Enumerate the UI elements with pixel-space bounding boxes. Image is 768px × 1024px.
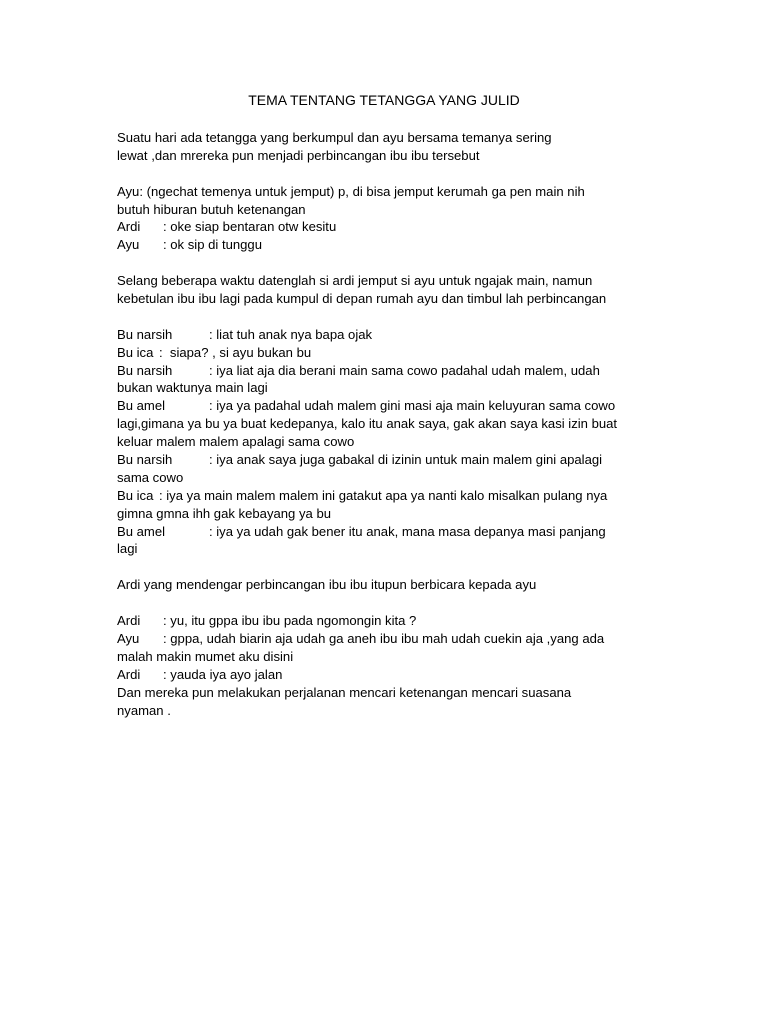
dialogue-line	[117, 183, 657, 201]
dialogue-text: : gppa, udah biarin aja udah ga aneh ibu ibu mah udah cuekin aja ,yang ada	[163, 630, 605, 646]
intro-line: Suatu hari ada tetangga yang berkumpul dan ayu bersama temanya sering	[117, 130, 552, 145]
dialogue-text: malah makin mumet aku disini	[117, 648, 294, 664]
dialogue-line	[117, 201, 657, 219]
speaker-name: Bu ica	[117, 487, 154, 503]
dialogue-text: : liat tuh anak nya bapa ojak	[209, 326, 373, 342]
dialogue-line	[117, 666, 657, 684]
dialogue-text: : siapa? , si ayu bukan bu	[159, 344, 312, 360]
dialogue-line	[117, 397, 657, 415]
dialogue-line	[117, 523, 657, 541]
speaker-name: Bu narsih	[117, 326, 173, 342]
dialogue-line	[117, 344, 657, 362]
dialogue-text: bukan waktunya main lagi	[117, 380, 268, 396]
speaker-name: Bu narsih	[117, 452, 173, 468]
dialogue-line	[117, 236, 657, 254]
dialogue-text: : iya ya udah gak bener itu anak, mana masa depanya masi panjang	[209, 523, 606, 539]
document-body	[117, 129, 657, 719]
dialogue-text: : oke siap bentaran otw kesitu	[163, 219, 337, 235]
speaker-name: Bu narsih	[117, 362, 173, 378]
dialogue-text: : iya anak saya juga gabakal di izinin untuk main malem gini apalagi	[209, 452, 603, 468]
narration-line	[117, 702, 657, 720]
speaker-name: Bu amel	[117, 398, 166, 414]
dialogue-line	[117, 433, 657, 451]
speaker-name: Ayu:	[117, 183, 143, 199]
dialogue-text: (ngechat temenya untuk jemput) p, di bisa jemput kerumah ga pen main nih	[146, 183, 585, 199]
narration-line: kebetulan ibu ibu lagi pada kumpul di depan rumah ayu dan timbul lah perbincangan	[117, 291, 607, 307]
speaker-name: Bu amel	[117, 523, 166, 539]
narration-line: Selang beberapa waktu datenglah si ardi jemput si ayu untuk ngajak main, namun	[117, 273, 593, 289]
dialogue-text: : iya ya padahal udah malem gini masi aja main keluyuran sama cowo	[209, 398, 616, 414]
dialogue-text: sama cowo	[117, 469, 184, 485]
dialogue-text: keluar malem malem apalagi sama cowo	[117, 434, 355, 450]
speaker-name: Ayu	[117, 630, 140, 646]
speaker-name: Ardi	[117, 219, 141, 235]
dialogue-line	[117, 379, 657, 397]
dialogue-line	[117, 451, 657, 469]
dialogue-text: lagi,gimana ya bu ya buat kedepanya, kalo itu anak saya, gak akan saya kasi izin buat	[117, 416, 618, 432]
speaker-name: Bu ica	[117, 344, 154, 360]
dialogue-text: Dan mereka pun melakukan perjalanan mencari ketenangan mencari suasana	[117, 684, 572, 700]
dialogue-text: nyaman .	[117, 702, 171, 718]
dialogue-text: : iya ya main malem malem ini gatakut apa ya nanti kalo misalkan pulang nya	[159, 487, 608, 503]
dialogue-text: : ok sip di tunggu	[163, 237, 262, 253]
dialogue-line	[117, 326, 657, 344]
speaker-name: Ardi	[117, 666, 141, 682]
dialogue-text: butuh hiburan butuh ketenangan	[117, 201, 306, 217]
dialogue-line	[117, 612, 657, 630]
speaker-name: Ardi	[117, 613, 141, 629]
dialogue-line	[117, 469, 657, 487]
dialogue-line	[117, 540, 657, 558]
dialogue-text: : yu, itu gppa ibu ibu pada ngomongin kita ?	[163, 613, 417, 629]
dialogue-line	[117, 415, 657, 433]
dialogue-line	[117, 487, 657, 505]
narration-line: Ardi yang mendengar perbincangan ibu ibu itupun berbicara kepada ayu	[117, 577, 537, 593]
dialogue-line	[117, 362, 657, 380]
dialogue-line	[117, 218, 657, 236]
dialogue-text: gimna gmna ihh gak kebayang ya bu	[117, 505, 332, 521]
dialogue-line	[117, 630, 657, 648]
dialogue-line	[117, 505, 657, 523]
document-title: TEMA TENTANG TETANGGA YANG JULID	[248, 92, 520, 108]
dialogue-text: : iya liat aja dia berani main sama cowo padahal udah malem, udah	[209, 362, 600, 378]
dialogue-text: : yauda iya ayo jalan	[163, 666, 283, 682]
speaker-name: Ayu	[117, 237, 140, 253]
narration-line	[117, 684, 657, 702]
dialogue-text: lagi	[117, 541, 138, 557]
intro-line: lewat ,dan mrereka pun menjadi perbincangan ibu ibu tersebut	[117, 147, 480, 163]
dialogue-line	[117, 648, 657, 666]
